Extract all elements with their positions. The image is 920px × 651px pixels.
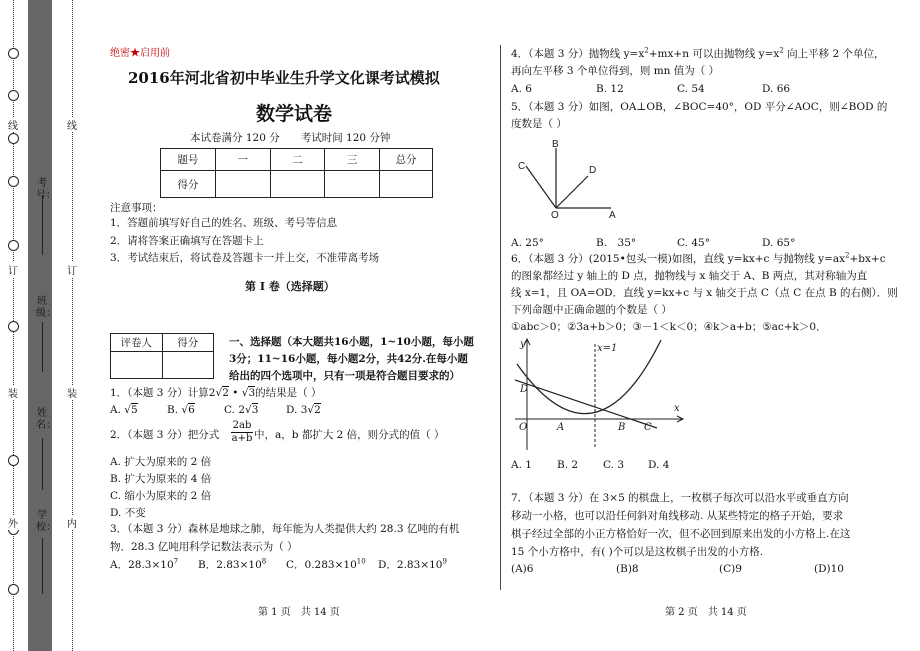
- column-divider: [500, 45, 501, 590]
- reviewer-cell: 得分: [162, 334, 214, 352]
- label-y: y: [520, 339, 526, 350]
- q1-stem-b: 的结果是（ ）: [255, 387, 322, 399]
- margin-label: 内: [66, 515, 78, 530]
- q6-option-b[interactable]: B. 2: [557, 459, 579, 471]
- section-intro-line: 一、选择题（本大题共16小题，1~10小题，每小题: [229, 336, 474, 348]
- q1-expression: 2√2 • √3: [208, 387, 256, 399]
- binding-hole: [8, 321, 19, 332]
- exam-number-underline: [42, 195, 43, 255]
- q5-option-a[interactable]: A. 25°: [511, 237, 544, 249]
- label-x1: x=1: [597, 343, 618, 354]
- score-cell[interactable]: [270, 171, 325, 198]
- q2-stem-b: 中，a，b 都扩大 2 倍，则分式的值（ ）: [254, 429, 445, 441]
- q2-option-d[interactable]: D. 不变: [110, 507, 146, 519]
- q2-option-a[interactable]: A. 扩大为原来的 2 倍: [110, 456, 212, 468]
- score-cell[interactable]: [325, 171, 380, 198]
- exam-title: 2016年河北省初中毕业生升学文化课考试模拟: [128, 69, 440, 87]
- q3-option-d[interactable]: D．$2.83\times 10^9$: [378, 557, 447, 571]
- q7-line: 棋子经过全部的小正方格恰好一次，但不必回到原来出发的小方格上.在这: [511, 528, 851, 540]
- margin-label: 线: [66, 117, 78, 132]
- question-1-stem: [110, 386, 321, 400]
- q4-option-c[interactable]: C. 54: [677, 83, 705, 95]
- q5-line: 5．（本题 3 分）如图，OA⊥OB，∠BOC=40°，OD 平分∠AOC，则∠BOD 的: [511, 101, 888, 113]
- label-x: x: [674, 403, 680, 414]
- q6-line: ①abc＞0；②3a+b＞0；③－1＜k＜0；④k＞a+b；⑤ac+k＞0．: [511, 321, 827, 333]
- class-underline: [42, 322, 43, 372]
- binding-hole: [8, 48, 19, 59]
- q5-option-c[interactable]: C. 45°: [677, 237, 710, 249]
- name-label: 姓名：: [36, 408, 56, 431]
- section-title: 第 I 卷（选择题）: [245, 280, 335, 293]
- q6-option-c[interactable]: C. 3: [603, 459, 625, 471]
- score-cell: 一: [215, 149, 270, 171]
- notice-title: 注意事项：: [110, 202, 163, 214]
- exam-subtitle: 数学试卷: [256, 103, 333, 125]
- reviewer-cell: 评卷人: [111, 334, 163, 352]
- q1-option-c[interactable]: C. 2√3: [224, 404, 259, 416]
- q1-stem-a: 1．（本题 3 分）计算: [110, 387, 209, 399]
- school-underline: [42, 538, 43, 594]
- exam-meta: 本试卷满分 120 分 考试时间 120 分钟: [190, 132, 391, 144]
- q3-option-b[interactable]: B．$2.83\times 10^8$: [198, 557, 267, 571]
- ray-oc: [526, 166, 556, 208]
- q7-line: 15 个小方格中，有( )个可以是这枚棋子出发的小方格.: [511, 546, 764, 558]
- notice-item: 3．考试结束后，将试卷及答题卡一并上交，不准带离考场: [110, 252, 380, 264]
- score-cell: 得分: [161, 171, 216, 198]
- class-label: 班级：: [36, 296, 56, 319]
- margin-label: 外: [7, 515, 19, 530]
- q6-parabola-figure: [511, 336, 691, 452]
- q3-line: 3．（本题 3 分）森林是地球之肺，每年能为人类提供大约 28.3 亿吨的有机: [110, 523, 460, 535]
- q4-line: 再向左平移 3 个单位得到，则 mn 值为（ ）: [511, 65, 720, 77]
- q2-fraction: 2ab a+b: [231, 420, 253, 444]
- reviewer-cell[interactable]: [162, 352, 214, 379]
- name-underline: [42, 438, 43, 490]
- line-kx-c: [515, 380, 657, 428]
- binding-hole: [8, 176, 19, 187]
- q7-option-b[interactable]: (B)8: [616, 563, 639, 575]
- parabola: [517, 340, 661, 414]
- section-intro-line: 给出的四个选项中，只有一项是符合题目要求的）: [229, 370, 460, 382]
- binding-margin-inner: [36, 0, 92, 651]
- q3-line: 物．28.3 亿吨用科学记数法表示为（ ）: [110, 541, 298, 553]
- q7-line: 7．（本题 3 分）在 3×5 的棋盘上，一枚棋子每次可以沿水平或垂直方向: [511, 492, 849, 504]
- q5-option-b[interactable]: B. 35°: [596, 237, 637, 249]
- school-label: 学校：: [36, 510, 56, 533]
- q6-line: 6．（本题 3 分）(2015•包头一模)如图，直线 y=kx+c 与抛物线 $y=ax^2+bx+c$: [511, 251, 886, 265]
- q5-angle-figure: [511, 138, 631, 222]
- q3-option-c[interactable]: C．$0.283\times 10^{10}$: [286, 557, 366, 571]
- binding-strip: [28, 0, 56, 651]
- q2-option-c[interactable]: C. 缩小为原来的 2 倍: [110, 490, 212, 502]
- q4-option-b[interactable]: B. 12: [596, 83, 624, 95]
- reviewer-cell[interactable]: [111, 352, 163, 379]
- q7-option-d[interactable]: (D)10: [814, 563, 844, 575]
- binding-hole: [8, 240, 19, 251]
- q4-option-d[interactable]: D. 66: [762, 83, 791, 95]
- label-b: B: [552, 139, 559, 150]
- ray-od: [556, 176, 588, 208]
- q7-option-a[interactable]: (A)6: [511, 563, 534, 575]
- label-c: C: [644, 422, 652, 433]
- q3-option-a[interactable]: A．$28.3\times 10^7$: [110, 557, 179, 571]
- notice-item: 1．答题前填写好自己的姓名、班级、考号等信息: [110, 217, 338, 229]
- q2-stem-a: 2．（本题 3 分）把分式: [110, 429, 220, 441]
- label-o: O: [519, 422, 528, 433]
- margin-label: 装: [7, 385, 19, 400]
- score-cell: 总分: [380, 149, 433, 171]
- score-table: [160, 148, 433, 198]
- q7-line: 移动一小格，也可以沿任何斜对角线移动. 从某些特定的格子开始，要求: [511, 510, 844, 522]
- q6-line: 线 x=1，且 OA=OD．直线 y=kx+c 与 x 轴交于点 C（点 C 在点 B 的右侧）．则: [511, 287, 898, 299]
- label-a: A: [557, 422, 565, 433]
- q1-option-b[interactable]: B. √6: [167, 404, 195, 416]
- binding-hole: [8, 455, 19, 466]
- q6-line: 下列命题中正确命题的个数是（ ）: [511, 304, 672, 316]
- margin-label: 订: [7, 262, 19, 277]
- q5-line: 度数是（ ）: [511, 118, 567, 130]
- q6-option-d[interactable]: D. 4: [648, 459, 670, 471]
- page-number-left: 第 1 页 共 14 页: [258, 607, 340, 618]
- q2-option-b[interactable]: B. 扩大为原来的 4 倍: [110, 473, 212, 485]
- q5-option-d[interactable]: D. 65°: [762, 237, 796, 249]
- notice-item: 2．请将答案正确填写在答题卡上: [110, 235, 264, 247]
- label-c: C: [518, 161, 526, 172]
- q1-option-d[interactable]: D. 3√2: [286, 404, 321, 416]
- score-cell[interactable]: [215, 171, 270, 198]
- q6-option-a[interactable]: A. 1: [511, 459, 532, 471]
- score-cell: 三: [325, 149, 380, 171]
- label-b: B: [618, 422, 626, 433]
- binding-hole: [8, 584, 19, 595]
- margin-label: 线: [7, 117, 19, 132]
- secret-stamp: 绝密★启用前: [110, 48, 170, 59]
- margin-label: 装: [66, 385, 78, 400]
- label-a: A: [609, 210, 616, 221]
- q4-line: 4．（本题 3 分）抛物线 $y=x^2+mx+n$ 可以由抛物线 $y=x^2$ 向上平移 2 个单位，: [511, 46, 885, 60]
- score-cell: 二: [270, 149, 325, 171]
- reviewer-table: [110, 333, 214, 379]
- inner-dotted-line: [72, 0, 73, 651]
- page-number-right: 第 2 页 共 14 页: [665, 607, 747, 618]
- label-d: D: [520, 384, 529, 395]
- exam-number-label: 考号：: [36, 178, 56, 201]
- binding-hole: [8, 90, 19, 101]
- binding-margin-outer: [0, 0, 28, 651]
- score-cell: 题号: [161, 149, 216, 171]
- label-o: O: [551, 210, 559, 221]
- q1-option-a[interactable]: A. √5: [110, 404, 138, 416]
- q6-line: 的图象都经过 y 轴上的 D 点，抛物线与 x 轴交于 A、B 两点，其对称轴为直: [511, 270, 868, 282]
- margin-label: 订: [66, 262, 78, 277]
- label-d: D: [589, 165, 597, 176]
- score-cell[interactable]: [380, 171, 433, 198]
- q4-option-a[interactable]: A. 6: [511, 83, 532, 95]
- q7-option-c[interactable]: (C)9: [719, 563, 742, 575]
- section-intro-line: 3分；11~16小题，每小题2分，共42分.在每小题: [229, 353, 468, 365]
- binding-hole: [8, 133, 19, 144]
